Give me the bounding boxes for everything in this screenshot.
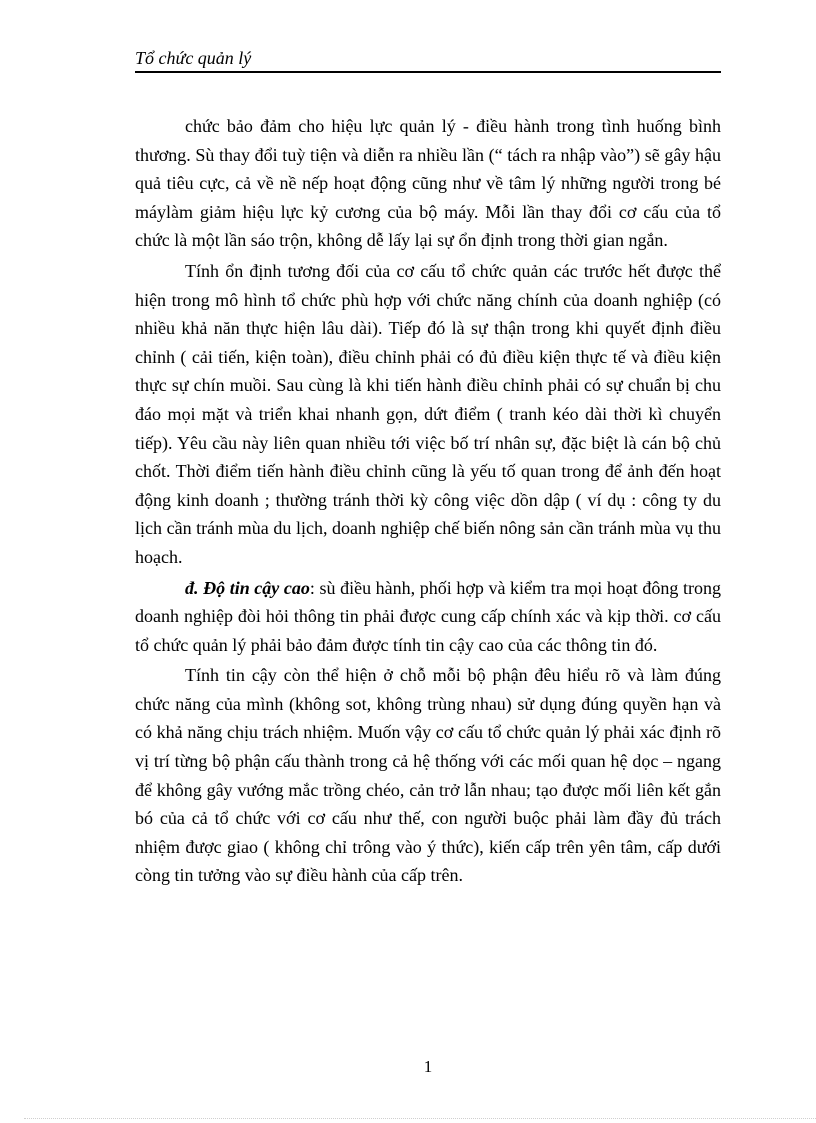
paragraph-stability bbox=[135, 257, 721, 572]
document-body bbox=[135, 112, 721, 890]
paragraph-reliability-detail bbox=[135, 661, 721, 890]
page-number: 1 bbox=[423, 1057, 433, 1076]
paragraph-text: Tính ổn định tương đối của cơ cấu tổ chức quản các trước hết được thể hiện trong mô hình tổ chức phù hợp với chức năng chính của doanh nghiệp (có nhiều khả năn thực hiện lâu dài). Tiếp đó là sự thận trong khi quyết định điều chỉnh ( cải tiến, kiện toàn), điều chỉnh phải có đủ điều kiện thực tế và điều kiện thực sự chín muồi. Sau cùng là khi tiến hành điều chỉnh phải có sự chuẩn bị chu đáo mọi mặt và triển khai nhanh gọn, dứt điểm ( tranh kéo dài thời kì chuyển tiếp). Yêu cầu này liên quan nhiều tới việc bố trí nhân sự, đặc biệt là cán bộ chủ chốt. Thời điểm tiến hành điều chỉnh cũng là yếu tố quan trong để ảnh đến hoạt động kinh doanh ; thường tránh thời kỳ công việc dồn dập ( ví dụ : công ty du lịch cần tránh mùa du lịch, doanh nghiệp chế biến nông sản cần tránh mùa vụ thu hoạch. bbox=[135, 260, 721, 567]
section-heading: đ. Độ tin cậy cao bbox=[185, 577, 310, 598]
paragraph-text: chức bảo đảm cho hiệu lực quản lý - điều hành trong tình huống bình thương. Sù thay đổi tuỳ tiện và diễn ra nhiều lần (“ tách ra nhập vào”) sẽ gây hậu quả tiêu cực, cả về nề nếp hoạt động cũng như về tâm lý những người trong bé máylàm giảm hiệu lực kỷ cương của bộ máy. Mỗi lần thay đổi cơ cấu của tổ chức là một lần sáo trộn, không dễ lấy lại sự ổn định trong thời gian ngắn. bbox=[135, 116, 721, 251]
header-title: Tổ chức quản lý bbox=[135, 48, 252, 68]
paragraph-reliability-heading bbox=[135, 574, 721, 660]
page-bottom-rule bbox=[24, 1118, 816, 1119]
paragraph-text: Tính tin cậy còn thể hiện ở chỗ mỗi bộ phận đêu hiểu rõ và làm đúng chức năng của mình (không sot, không trùng nhau) sử dụng đúng quyền hạn và có khả năng chịu trách nhiệm. Muốn vậy cơ cấu tổ chức quản lý phải xác định rõ vị trí từng bộ phận cấu thành trong cả hệ thống với các mối quan hệ dọc – ngang để không gây vướng mắc trồng chéo, cản trở lẫn nhau; tạo được mối liên kết gắn bó của cả tổ chức với cơ cấu như thế, con người buộc phải làm đầy đủ trách nhiệm được giao ( không chỉ trông vào ý thức), kiến cấp trên yên tâm, cấp dưới còng tin tưởng vào sự điều hành của cấp trên. bbox=[135, 665, 721, 886]
page-header bbox=[135, 47, 721, 73]
paragraph-continuation bbox=[135, 112, 721, 255]
paragraph-text: : sù điều hành, phối hợp và kiểm tra mọi hoạt đông trong doanh nghiệp đòi hỏi thông tin phải được cung cấp chính xác và kịp thời. cơ cấu tổ chức quản lý phải bảo đảm được tính tin cậy cao của các thông tin đó. bbox=[135, 577, 721, 655]
